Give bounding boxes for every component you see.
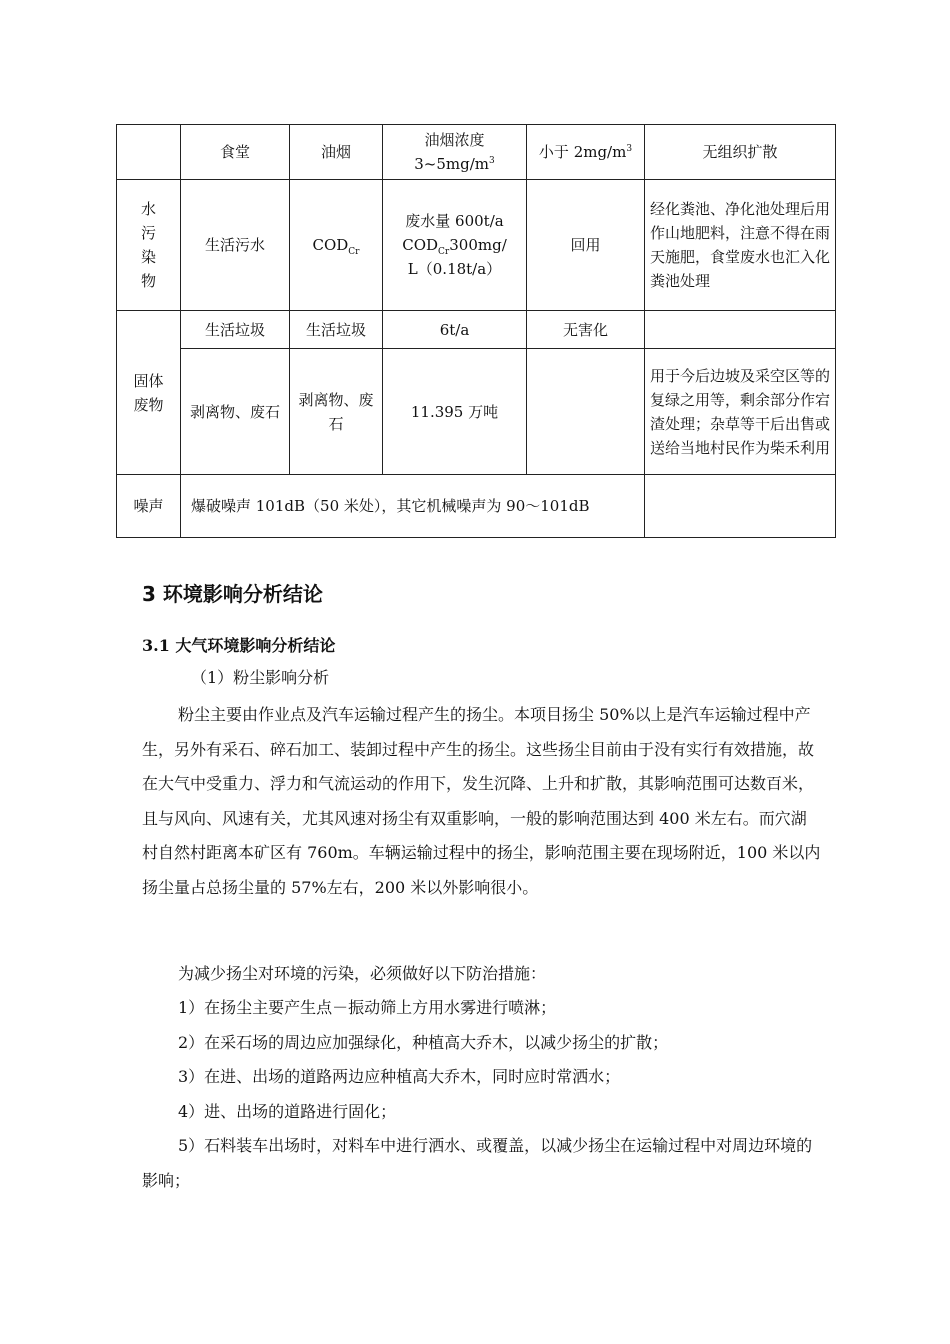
source-cell: 剥离物、废石	[181, 349, 290, 475]
amount-cell	[383, 125, 527, 180]
measure-item: 4）进、出场的道路进行固化；	[178, 1102, 397, 1121]
table-row	[117, 180, 836, 311]
amount-line: $3\sim 5mg/m^3$	[414, 155, 495, 173]
amount-line: 油烟浓度	[424, 131, 485, 149]
pollutant-cell: $COD_{Cr}$	[290, 180, 383, 311]
measure-item: 2）在采石场的周边应加强绿化，种植高大乔木，以减少扬尘的扩散；	[178, 1033, 669, 1052]
measure-cell: 经化粪池、净化池处理后用作山地肥料，注意不得在雨天施肥，食堂废水也汇入化粪池处理	[645, 180, 836, 311]
amount-cell: 11.395 万吨	[383, 349, 527, 475]
table-row	[117, 475, 836, 538]
emissions-table	[116, 124, 836, 538]
source-cell: 生活污水	[181, 180, 290, 311]
pollutant-cell: 油烟	[290, 125, 383, 180]
body-paragraph: 粉尘主要由作业点及汽车运输过程产生的扬尘。本项目扬尘 50%以上是汽车运输过程中产生，另外有采石、碎石加工、装卸过程中产生的扬尘。这些扬尘目前由于没有实行有效措施，故在大气中受重力、浮力和气流运动的作用下，发生沉降、上升和扩散，其影响范围可达数百米，且与风向、风速有关，尤其风速对扬尘有双重影响，一般的影响范围达到 400 米左右。而穴湖村自然村距离本矿区有 760m。车辆运输过程中的扬尘，影响范围主要在现场附近，100 米以内扬尘量占总扬尘量的 57%左右，200 米以外影响很小。	[142, 705, 821, 897]
category-cell: 固体 废物	[117, 311, 181, 475]
pollutant-cell: 剥离物、废石	[290, 349, 383, 475]
measure-cell: 用于今后边坡及采空区等的复绿之用等，剩余部分作宕渣处理；杂草等干后出售或送给当地村民作为柴禾利用	[645, 349, 836, 475]
subsection-title: 3.1 大气环境影响分析结论	[142, 636, 336, 655]
measure-item: 3）在进、出场的道路两边应种植高大乔木，同时应时常洒水；	[178, 1067, 621, 1086]
table-row	[117, 349, 836, 475]
pollutant-cell: 生活垃圾	[290, 311, 383, 349]
measure-item: 5）石料装车出场时，对料车中进行洒水、或覆盖，以减少扬尘在运输过程中对周边环境的影响；	[142, 1136, 813, 1190]
standard-cell: 小于 $2mg/m^3$	[527, 125, 645, 180]
standard-cell: 无害化	[527, 311, 645, 349]
category-cell: 噪声	[117, 475, 181, 538]
source-cell: 食堂	[181, 125, 290, 180]
measure-cell	[645, 311, 836, 349]
measure-cell	[645, 475, 836, 538]
section-title: 3 环境影响分析结论	[142, 582, 323, 606]
amount-cell: 废水量 600t/a $COD_{Cr}300mg/$ L（0.18t/a）	[383, 180, 527, 311]
standard-cell	[527, 349, 645, 475]
amount-cell: 6t/a	[383, 311, 527, 349]
noise-description-cell: 爆破噪声 101dB（50 米处），其它机械噪声为 90～101dB	[181, 475, 645, 538]
item-heading: （1）粉尘影响分析	[191, 668, 330, 687]
category-cell	[117, 125, 181, 180]
table-row	[117, 125, 836, 180]
standard-cell: 回用	[527, 180, 645, 311]
table-row	[117, 311, 836, 349]
measure-item: 1）在扬尘主要产生点－振动筛上方用水雾进行喷淋；	[178, 998, 557, 1017]
measure-cell: 无组织扩散	[645, 125, 836, 180]
category-cell: 水 污 染 物	[117, 180, 181, 311]
source-cell: 生活垃圾	[181, 311, 290, 349]
measures-intro: 为减少扬尘对环境的污染，必须做好以下防治措施：	[178, 964, 547, 983]
